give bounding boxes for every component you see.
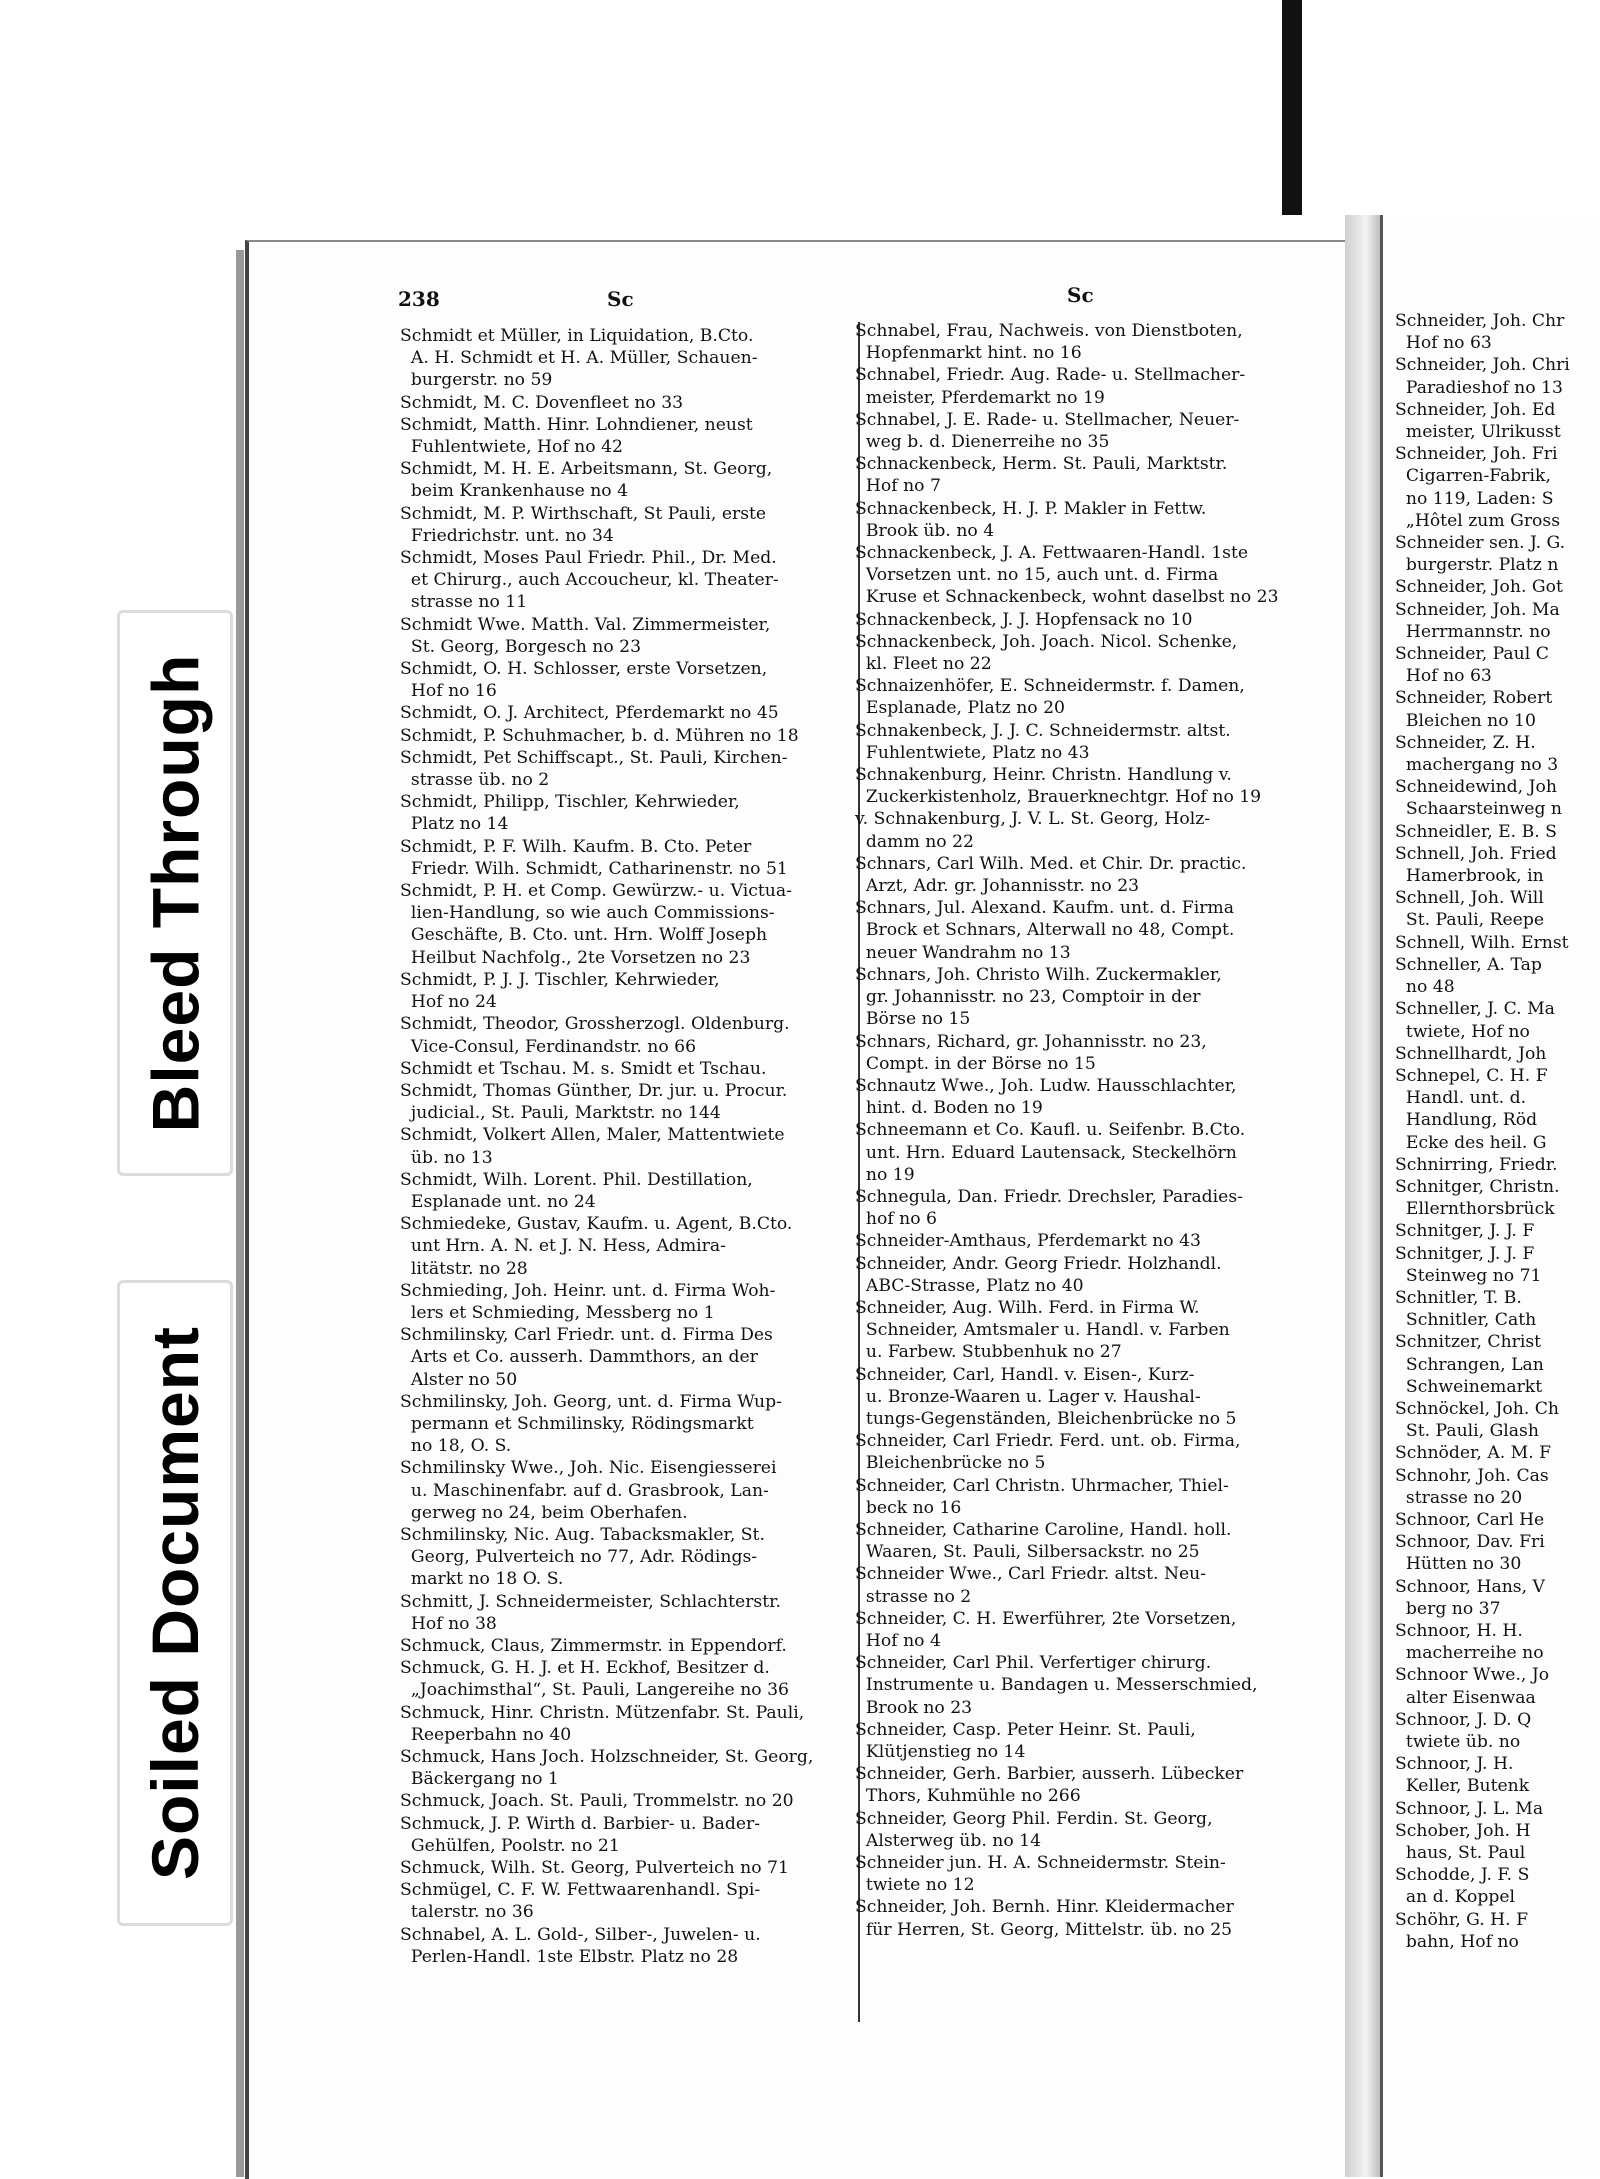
directory-entry-line: üb. no 13 [400, 1147, 493, 1168]
directory-entry-line: Schnitler, Cath [1395, 1310, 1537, 1331]
directory-entry-line: Hamerbrook, in [1395, 866, 1544, 887]
directory-entry-line: Schneider, Joh. Ma [1395, 599, 1560, 620]
directory-entry-line: Schneider, Amtsmaler u. Handl. v. Farben [855, 1320, 1230, 1341]
directory-entry-line: Schnoor, Hans, V [1395, 1576, 1545, 1597]
directory-entry-line: meister, Ulrikusst [1395, 422, 1561, 443]
directory-entry-line: Alsterweg üb. no 14 [855, 1830, 1042, 1851]
directory-entry-line: Handlung, Röd [1395, 1110, 1538, 1131]
directory-entry-line: Schmieding, Joh. Heinr. unt. d. Firma Woh- [400, 1280, 776, 1301]
directory-entry-line: Schneider, Carl Christn. Uhrmacher, Thiel- [855, 1475, 1229, 1496]
directory-entry-line: Schneidler, E. B. S [1395, 821, 1557, 842]
directory-entry-line: Schnars, Richard, gr. Johannisstr. no 23, [855, 1031, 1207, 1052]
directory-entry-line: an d. Koppel [1395, 1887, 1516, 1908]
directory-entry-line: Schmidt et Müller, in Liquidation, B.Cto. [400, 326, 754, 346]
directory-entry-line: burgerstr. no 59 [400, 370, 553, 391]
directory-entry-line: Alster no 50 [400, 1369, 518, 1390]
directory-entry-line: Schneider, C. H. Ewerführer, 2te Vorsetzen, [855, 1608, 1237, 1629]
directory-entry-line: haus, St. Paul [1395, 1843, 1526, 1864]
directory-entry-line: meister, Pferdemarkt no 19 [855, 387, 1105, 408]
directory-entry-line: Schnoor, Dav. Fri [1395, 1532, 1545, 1553]
directory-entry-line: Schneider-Amthaus, Pferdemarkt no 43 [855, 1231, 1201, 1252]
directory-entry-line: Schnars, Jul. Alexand. Kaufm. unt. d. Firma [855, 898, 1234, 919]
directory-entry-line: strasse no 2 [855, 1586, 972, 1607]
directory-entry-line: Schnoor, J. L. Ma [1395, 1798, 1544, 1819]
directory-entry-line: no 119, Laden: S [1395, 488, 1554, 509]
directory-entry-line: Schmilinsky Wwe., Joh. Nic. Eisengiesserei [400, 1458, 777, 1479]
directory-entry-line: Keller, Butenk [1395, 1776, 1530, 1797]
directory-entry-line: Schnoor Wwe., Jo [1395, 1665, 1550, 1686]
directory-entry-line: beim Krankenhause no 4 [400, 481, 629, 502]
directory-entry-line: Bleichenbrücke no 5 [855, 1453, 1046, 1474]
directory-entry-line: Schodde, J. F. S [1395, 1865, 1530, 1886]
directory-entry-line: Schnakenburg, Heinr. Christn. Handlung v. [855, 765, 1232, 786]
directory-entry-line: Schöhr, G. H. F [1395, 1909, 1529, 1930]
directory-entry-line: Instrumente u. Bandagen u. Messerschmied, [855, 1675, 1258, 1696]
directory-entry-line: Schmilinsky, Nic. Aug. Tabacksmakler, St. [400, 1524, 765, 1545]
directory-entry-line: Schnitler, T. B. [1395, 1287, 1522, 1308]
directory-entry-line: Ellernthorsbrück [1395, 1199, 1555, 1220]
directory-entry-line: Schnitger, J. J. F [1395, 1221, 1535, 1242]
directory-entry-line: Schnepel, C. H. F [1395, 1065, 1548, 1086]
directory-entry-line: Schmilinsky, Joh. Georg, unt. d. Firma Wup- [400, 1391, 782, 1412]
directory-entry-line: Schneider, Catharine Caroline, Handl. holl. [855, 1519, 1232, 1540]
directory-entry-line: Schmidt, M. P. Wirthschaft, St Pauli, erste [400, 503, 767, 524]
directory-column-right [855, 320, 1330, 1941]
directory-entry-line: Hof no 63 [1395, 666, 1492, 687]
directory-entry-line: Hof no 24 [400, 992, 497, 1013]
directory-entry-line: Handl. unt. d. [1395, 1088, 1527, 1109]
directory-entry-line: Ecke des heil. G [1395, 1132, 1547, 1153]
directory-entry-line: Steinweg no 71 [1395, 1265, 1542, 1286]
directory-entry-line: gr. Johannisstr. no 23, Comptoir in der [855, 987, 1201, 1008]
directory-entry-line: Schmidt, Theodor, Grossherzogl. Oldenburg. [400, 1014, 790, 1035]
directory-entry-line: Platz no 14 [400, 814, 509, 835]
directory-entry-line: Schmidt, P. F. Wilh. Kaufm. B. Cto. Peter [400, 836, 752, 857]
directory-entry-line: Schnabel, Friedr. Aug. Rade- u. Stellmacher- [855, 365, 1246, 386]
running-header-right: Sc [1067, 283, 1094, 307]
directory-entry-line: Esplanade unt. no 24 [400, 1191, 596, 1212]
directory-entry-line: ABC-Strasse, Platz no 40 [855, 1275, 1084, 1296]
directory-entry-line: Schneider, Joh. Fri [1395, 444, 1558, 465]
directory-entry-line: Schmuck, G. H. J. et H. Eckhof, Besitzer d. [400, 1658, 770, 1679]
directory-entry-line: Hopfenmarkt hint. no 16 [855, 343, 1082, 364]
soiled-document-text: Soiled Document [138, 1325, 212, 1881]
directory-entry-line: permann et Schmilinsky, Rödingsmarkt [400, 1413, 754, 1434]
directory-entry-line: hint. d. Boden no 19 [855, 1098, 1043, 1119]
directory-entry-line: Hof no 63 [1395, 333, 1492, 354]
directory-entry-line: Schmidt, Pet Schiffscapt., St. Pauli, Kirchen- [400, 747, 788, 768]
directory-entry-line: Schmidt, Philipp, Tischler, Kehrwieder, [400, 792, 740, 813]
directory-entry-line: talerstr. no 36 [400, 1902, 534, 1923]
directory-entry-line: Schneider, Joh. Ed [1395, 399, 1556, 420]
directory-entry-line: gerweg no 24, beim Oberhafen. [400, 1502, 688, 1523]
directory-entry-line: Kruse et Schnackenbeck, wohnt daselbst no 23 [855, 587, 1279, 608]
binding-edge-dark [1282, 0, 1302, 215]
directory-entry-line: Perlen-Handl. 1ste Elbstr. Platz no 28 [400, 1946, 739, 1967]
directory-entry-line: Schneller, A. Tap [1395, 954, 1542, 975]
directory-entry-line: bahn, Hof no [1395, 1931, 1519, 1952]
directory-entry-line: Schnakenbeck, J. J. C. Schneidermstr. altst. [855, 720, 1231, 741]
directory-entry-line: litätstr. no 28 [400, 1258, 528, 1279]
directory-entry-line: „Hôtel zum Gross [1395, 510, 1561, 531]
directory-entry-line: Schnabel, J. E. Rade- u. Stellmacher, Neuer- [855, 409, 1240, 430]
directory-entry-line: machergang no 3 [1395, 755, 1559, 776]
directory-entry-line: Brock et Schnars, Alterwall no 48, Compt. [855, 920, 1235, 941]
directory-entry-line: twiete no 12 [855, 1875, 975, 1896]
directory-entry-line: Schmuck, Joach. St. Pauli, Trommelstr. no 20 [400, 1791, 794, 1812]
directory-entry-line: damm no 22 [855, 831, 974, 852]
directory-entry-line: Schmidt, Volkert Allen, Maler, Mattentwiete [400, 1125, 785, 1146]
directory-entry-line: Schneider Wwe., Carl Friedr. altst. Neu- [855, 1564, 1207, 1585]
directory-entry-line: kl. Fleet no 22 [855, 654, 992, 675]
directory-entry-line: Thors, Kuhmühle no 266 [855, 1786, 1081, 1807]
directory-entry-line: Schnell, Joh. Fried [1395, 843, 1557, 864]
directory-entry-line: Schnackenbeck, J. A. Fettwaaren-Handl. 1ste [855, 543, 1249, 564]
directory-entry-line: Schnackenbeck, Joh. Joach. Nicol. Schenke, [855, 631, 1238, 652]
directory-entry-line: Schneller, J. C. Ma [1395, 999, 1555, 1020]
directory-entry-line: Brook üb. no 4 [855, 520, 995, 541]
directory-entry-line: Schneemann et Co. Kaufl. u. Seifenbr. B.Cto. [855, 1120, 1246, 1141]
bleed-through-text: Bleed Through [138, 653, 212, 1133]
directory-entry-line: Schneider, Z. H. [1395, 732, 1536, 753]
directory-entry-line: burgerstr. Platz n [1395, 555, 1559, 576]
running-header-left: Sc [607, 287, 634, 311]
page-edge-shadow [236, 250, 244, 2177]
directory-entry-line: unt Hrn. A. N. et J. N. Hess, Admira- [400, 1236, 726, 1257]
directory-entry-line: Vice-Consul, Ferdinandstr. no 66 [400, 1036, 697, 1057]
directory-entry-line: Herrmannstr. no [1395, 621, 1551, 642]
directory-entry-line: Paradieshof no 13 [1395, 377, 1563, 398]
directory-entry-line: Schneider, Paul C [1395, 644, 1549, 665]
directory-entry-line: für Herren, St. Georg, Mittelstr. üb. no 25 [855, 1919, 1233, 1940]
directory-entry-line: Schnitger, Christn. [1395, 1176, 1560, 1197]
directory-entry-line: twiete, Hof no [1395, 1021, 1530, 1042]
directory-entry-line: Schmidt Wwe. Matth. Val. Zimmermeister, [400, 614, 771, 635]
directory-entry-line: Schnars, Joh. Christo Wilh. Zuckermakler, [855, 964, 1222, 985]
directory-entry-line: markt no 18 O. S. [400, 1569, 564, 1590]
bleed-through-label [117, 610, 233, 1176]
directory-entry-line: strasse üb. no 2 [400, 770, 550, 791]
directory-entry-line: Schneider, Robert [1395, 688, 1553, 709]
directory-entry-line: Schmiedeke, Gustav, Kaufm. u. Agent, B.Cto. [400, 1214, 793, 1235]
directory-entry-line: Bäckergang no 1 [400, 1769, 559, 1790]
directory-entry-line: Schneider jun. H. A. Schneidermstr. Stein- [855, 1853, 1226, 1874]
directory-entry-line: Schneider, Carl Friedr. Ferd. unt. ob. Firma, [855, 1431, 1241, 1452]
directory-entry-line: Schnoor, Carl He [1395, 1509, 1545, 1530]
directory-entry-line: „Joachimsthal“, St. Pauli, Langereihe no 36 [400, 1680, 789, 1701]
directory-entry-line: Schober, Joh. H [1395, 1820, 1531, 1841]
directory-column-left [400, 325, 855, 1968]
directory-entry-line: St. Pauli, Glash [1395, 1421, 1539, 1442]
directory-entry-line: Schneider, Gerh. Barbier, ausserh. Lübecker [855, 1764, 1244, 1785]
directory-entry-line: Arzt, Adr. gr. Johannisstr. no 23 [855, 876, 1140, 897]
directory-entry-line: beck no 16 [855, 1497, 962, 1518]
directory-entry-line: Schneider, Carl, Handl. v. Eisen-, Kurz- [855, 1364, 1195, 1385]
directory-entry-line: Compt. in der Börse no 15 [855, 1053, 1096, 1074]
directory-entry-line: Schmidt, O. J. Architect, Pferdemarkt no 45 [400, 703, 779, 724]
directory-entry-line: St. Pauli, Reepe [1395, 910, 1545, 931]
directory-entry-line: Schmilinsky, Carl Friedr. unt. d. Firma Des [400, 1325, 773, 1346]
directory-entry-line: twiete üb. no [1395, 1732, 1521, 1752]
directory-entry-line: lien-Handlung, so wie auch Commissions- [400, 903, 775, 924]
directory-entry-line: no 48 [1395, 977, 1455, 998]
directory-entry-line: Hof no 38 [400, 1613, 497, 1634]
directory-entry-line: Schmuck, Claus, Zimmermstr. in Eppendorf. [400, 1635, 787, 1656]
directory-entry-line: Schmuck, J. P. Wirth d. Barbier- u. Bader- [400, 1813, 761, 1834]
directory-entry-line: Fuhlentwiete, Hof no 42 [400, 437, 623, 458]
page-number: 238 [398, 287, 440, 311]
directory-entry-line: Schnaizenhöfer, E. Schneidermstr. f. Damen, [855, 676, 1245, 697]
directory-entry-line: judicial., St. Pauli, Marktstr. no 144 [400, 1103, 721, 1124]
directory-entry-line: Schnoor, J. D. Q [1395, 1709, 1532, 1730]
directory-entry-line: Schneider, Joh. Chri [1395, 355, 1570, 376]
directory-entry-line: Schweinemarkt [1395, 1376, 1543, 1397]
directory-entry-line: Schnabel, A. L. Gold-, Silber-, Juwelen- u. [400, 1924, 761, 1945]
directory-entry-line: Schneider sen. J. G. [1395, 533, 1566, 554]
directory-column-partial [1395, 310, 1600, 1953]
directory-entry-line: Schnitzer, Christ [1395, 1332, 1542, 1353]
directory-entry-line: Schnöckel, Joh. Ch [1395, 1398, 1559, 1419]
directory-entry-line: Schrangen, Lan [1395, 1354, 1544, 1375]
directory-entry-line: et Chirurg., auch Accoucheur, kl. Theater- [400, 570, 779, 591]
directory-entry-line: Schmidt, P. H. et Comp. Gewürzw.- u. Victua- [400, 881, 792, 902]
directory-entry-line: Schneider, Casp. Peter Heinr. St. Pauli, [855, 1719, 1196, 1740]
directory-entry-line: hof no 6 [855, 1209, 937, 1230]
directory-entry-line: Schnellhardt, Joh [1395, 1043, 1547, 1064]
directory-entry-line: u. Bronze-Waaren u. Lager v. Haushal- [855, 1386, 1201, 1407]
directory-entry-line: Schnohr, Joh. Cas [1395, 1465, 1549, 1486]
directory-entry-line: Schneider, Aug. Wilh. Ferd. in Firma W. [855, 1297, 1200, 1318]
directory-entry-line: macherreihe no [1395, 1643, 1544, 1664]
directory-entry-line: Reeperbahn no 40 [400, 1724, 572, 1745]
directory-entry-line: Schneider, Carl Phil. Verfertiger chirurg. [855, 1653, 1212, 1674]
directory-entry-line: Schmidt, Matth. Hinr. Lohndiener, neust [400, 414, 753, 435]
directory-entry-line: Schnitger, J. J. F [1395, 1243, 1535, 1264]
directory-entry-line: no 18, O. S. [400, 1436, 512, 1457]
directory-entry-line: Schmidt, P. J. J. Tischler, Kehrwieder, [400, 969, 720, 990]
directory-entry-line: Schnell, Wilh. Ernst [1395, 932, 1569, 953]
directory-entry-line: Schneider, Andr. Georg Friedr. Holzhandl. [855, 1253, 1222, 1274]
directory-entry-line: A. H. Schmidt et H. A. Müller, Schauen- [400, 348, 758, 369]
directory-entry-line: Schmidt, M. H. E. Arbeitsmann, St. Georg, [400, 459, 773, 480]
directory-entry-line: St. Georg, Borgesch no 23 [400, 636, 642, 657]
directory-entry-line: Friedrichstr. unt. no 34 [400, 525, 614, 546]
directory-entry-line: Schnackenbeck, J. J. Hopfensack no 10 [855, 609, 1193, 630]
directory-entry-line: Schnackenbeck, H. J. P. Makler in Fettw. [855, 498, 1207, 519]
directory-entry-line: Schmitt, J. Schneidermeister, Schlachterstr. [400, 1591, 781, 1612]
directory-entry-line: weg b. d. Dienerreihe no 35 [855, 432, 1110, 453]
directory-entry-line: Bleichen no 10 [1395, 710, 1536, 731]
directory-entry-line: berg no 37 [1395, 1598, 1501, 1619]
directory-entry-line: u. Farbew. Stubbenhuk no 27 [855, 1342, 1122, 1363]
directory-entry-line: alter Eisenwaa [1395, 1687, 1536, 1708]
directory-entry-line: Schneider, Joh. Got [1395, 577, 1563, 598]
directory-entry-line: lers et Schmieding, Messberg no 1 [400, 1302, 715, 1323]
directory-entry-line: Esplanade, Platz no 20 [855, 698, 1065, 719]
directory-entry-line: Schnoor, H. H. [1395, 1620, 1523, 1641]
directory-entry-line: Schmidt, Wilh. Lorent. Phil. Destillation, [400, 1169, 753, 1190]
directory-entry-line: Schmuck, Wilh. St. Georg, Pulverteich no 71 [400, 1858, 789, 1879]
directory-entry-line: Börse no 15 [855, 1009, 971, 1030]
directory-entry-line: unt. Hrn. Eduard Lautensack, Steckelhörn [855, 1142, 1237, 1163]
directory-entry-line: Schmidt, Thomas Günther, Dr. jur. u. Procur. [400, 1080, 788, 1101]
directory-entry-line: Schmidt, O. H. Schlosser, erste Vorsetzen, [400, 659, 768, 680]
directory-entry-line: Hütten no 30 [1395, 1554, 1522, 1575]
directory-entry-line: Schneider, Joh. Chr [1395, 311, 1565, 331]
directory-entry-line: Schmidt et Tschau. M. s. Smidt et Tschau. [400, 1058, 767, 1079]
directory-entry-line: Vorsetzen unt. no 15, auch unt. d. Firma [855, 565, 1219, 586]
directory-entry-line: Zuckerkistenholz, Brauerknechtgr. Hof no 19 [855, 787, 1262, 808]
directory-entry-line: Schnoor, J. H. [1395, 1754, 1514, 1775]
directory-entry-line: Schnöder, A. M. F [1395, 1443, 1552, 1464]
directory-entry-line: v. Schnakenburg, J. V. L. St. Georg, Holz- [855, 809, 1211, 830]
directory-entry-line: Schnegula, Dan. Friedr. Drechsler, Paradies- [855, 1186, 1243, 1207]
directory-entry-line: Schneidewind, Joh [1395, 777, 1557, 798]
directory-entry-line: Cigarren-Fabrik, [1395, 466, 1551, 487]
directory-entry-line: Schnackenbeck, Herm. St. Pauli, Marktstr. [855, 454, 1228, 475]
directory-entry-line: Schnars, Carl Wilh. Med. et Chir. Dr. practic. [855, 853, 1247, 874]
directory-entry-line: strasse no 11 [400, 592, 528, 613]
soiled-document-label [117, 1280, 233, 1926]
directory-entry-line: u. Maschinenfabr. auf d. Grasbrook, Lan- [400, 1480, 769, 1501]
directory-entry-line: Georg, Pulverteich no 77, Adr. Rödings- [400, 1547, 758, 1568]
directory-entry-line: Schmuck, Hinr. Christn. Mützenfabr. St. Pauli, [400, 1702, 805, 1723]
directory-entry-line: Schaarsteinweg n [1395, 799, 1562, 820]
directory-entry-line: tungs-Gegenständen, Bleichenbrücke no 5 [855, 1408, 1237, 1429]
directory-entry-line: Gehülfen, Poolstr. no 21 [400, 1835, 620, 1856]
directory-entry-line: Friedr. Wilh. Schmidt, Catharinenstr. no 51 [400, 858, 788, 879]
directory-entry-line: Schmuck, Hans Joch. Holzschneider, St. Georg, [400, 1747, 814, 1767]
directory-entry-line: Schnautz Wwe., Joh. Ludw. Hausschlachter, [855, 1075, 1237, 1096]
directory-entry-line: Brook no 23 [855, 1697, 973, 1718]
directory-entry-line: Schmügel, C. F. W. Fettwaarenhandl. Spi- [400, 1880, 761, 1901]
directory-entry-line: Schmidt, M. C. Dovenfleet no 33 [400, 392, 684, 413]
book-spine [1345, 215, 1380, 2177]
directory-entry-line: Geschäfte, B. Cto. unt. Hrn. Wolff Joseph [400, 925, 768, 946]
directory-entry-line: Hof no 7 [855, 476, 941, 497]
directory-entry-line: Schnabel, Frau, Nachweis. von Dienstboten, [855, 321, 1243, 341]
directory-entry-line: Hof no 16 [400, 681, 497, 702]
directory-entry-line: Schneider, Joh. Bernh. Hinr. Kleidermacher [855, 1897, 1234, 1918]
directory-entry-line: neuer Wandrahm no 13 [855, 942, 1071, 963]
directory-entry-line: Fuhlentwiete, Platz no 43 [855, 742, 1090, 763]
directory-entry-line: Schmidt, P. Schuhmacher, b. d. Mühren no 18 [400, 725, 799, 746]
directory-entry-line: Heilbut Nachfolg., 2te Vorsetzen no 23 [400, 947, 751, 968]
directory-entry-line: Klütjenstieg no 14 [855, 1742, 1026, 1762]
directory-entry-line: Arts et Co. ausserh. Dammthors, an der [400, 1347, 758, 1368]
directory-entry-line: Waaren, St. Pauli, Silbersackstr. no 25 [855, 1542, 1200, 1563]
directory-entry-line: Schnirring, Friedr. [1395, 1154, 1558, 1175]
directory-entry-line: Schneider, Georg Phil. Ferdin. St. Georg, [855, 1808, 1213, 1829]
directory-entry-line: Hof no 4 [855, 1630, 941, 1651]
directory-entry-line: Schmidt, Moses Paul Friedr. Phil., Dr. Med. [400, 548, 777, 569]
directory-entry-line: Schnell, Joh. Will [1395, 888, 1544, 909]
directory-entry-line: strasse no 20 [1395, 1487, 1523, 1508]
directory-entry-line: no 19 [855, 1164, 915, 1185]
